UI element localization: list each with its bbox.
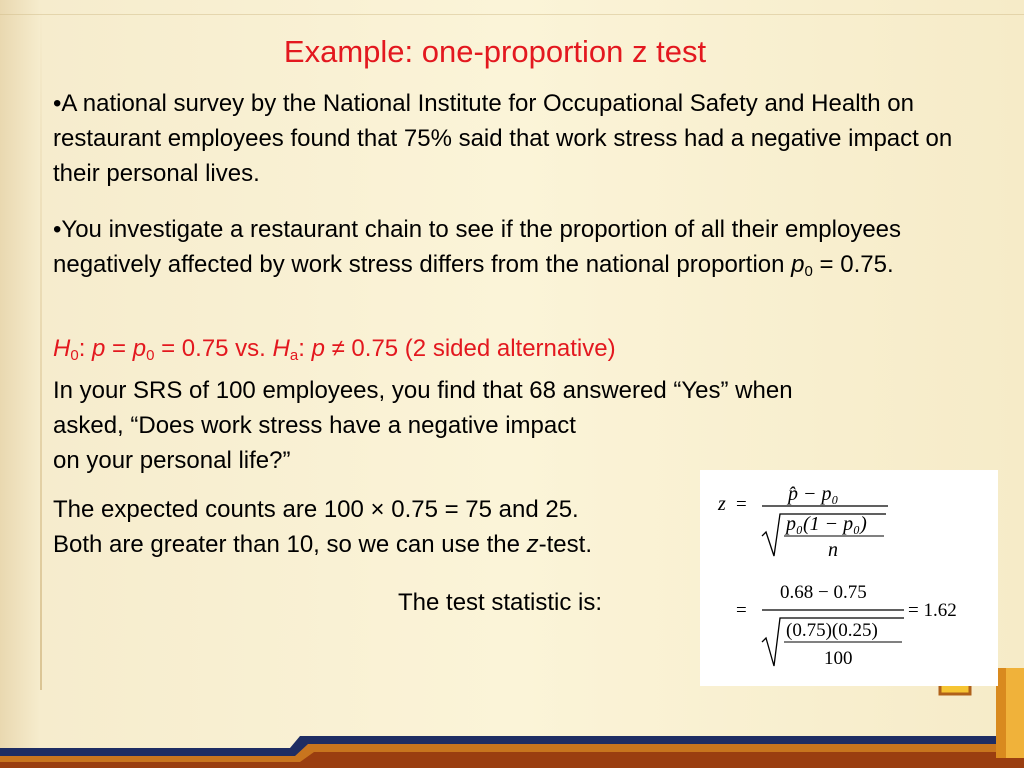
p0-value: = 0.75. [812,251,894,278]
h0-p: p [92,335,106,362]
ha-symbol: H [272,335,290,362]
h0-value: = 0.75 vs. [154,335,273,362]
formula-numerator-1: p̂ − p₀ [788,483,839,505]
formula-eq-2: = [736,600,747,621]
formula-hundred: 100 [824,648,853,669]
expected-line-2a: Both are greater than 10, so we can use the [53,531,527,558]
h0-p0: p [132,335,147,362]
hypotheses [53,331,616,366]
p-symbol: p [791,251,805,278]
expected-line-2 [53,527,713,562]
ha-colon: : [298,335,312,362]
bullet-investigation-text: •You investigate a restaurant chain to see if the proportion of all their employees negatively affected by work stress differs from the national proportion [53,216,902,278]
h0-subscript: 0 [70,347,79,364]
h0-p0-subscript: 0 [146,347,155,364]
srs-line-3: on your personal life?” [53,447,291,474]
test-statistic-label: The test statistic is: [398,589,603,616]
formula-z: z [718,493,726,515]
h0-colon: : [78,335,93,362]
bullet-investigation [53,212,988,282]
formula-numerator-2: 0.68 − 0.75 [780,582,867,603]
formula-result: = 1.62 [908,600,957,621]
h0-eq: = [105,335,133,362]
ha-subscript: a [289,347,299,364]
slide-title: Example: one-proportion z test [283,34,707,69]
ha-p: p [311,335,325,362]
formula-n: n [828,539,838,561]
expected-z: z [526,531,539,558]
expected-line-1: The expected counts are 100 × 0.75 = 75 and 25. [53,496,579,523]
h0-symbol: H [53,335,71,362]
bullet-survey: •A national survey by the National Institute for Occupational Safety and Health on restaurant employees found that 75% said that work stress had a negative impact on their personal lives. [53,90,953,187]
expected-line-2b: -test. [538,531,592,558]
formula-denominator-2: (0.75)(0.25) [786,620,878,641]
top-rule [0,14,1024,15]
srs-line-1: In your SRS of 100 employees, you find that 68 answered “Yes” when [53,377,793,404]
formula-image [700,470,998,686]
srs-paragraph [53,373,988,478]
p-subscript: 0 [804,263,813,280]
srs-line-2: asked, “Does work stress have a negative impact [53,412,576,439]
formula-denominator-1: p₀(1 − p₀) [786,513,867,535]
ha-alternative: ≠ 0.75 (2 sided alternative) [324,335,616,362]
left-rule [40,0,42,690]
expected-counts [53,492,713,562]
formula-eq-1: = [736,494,747,515]
